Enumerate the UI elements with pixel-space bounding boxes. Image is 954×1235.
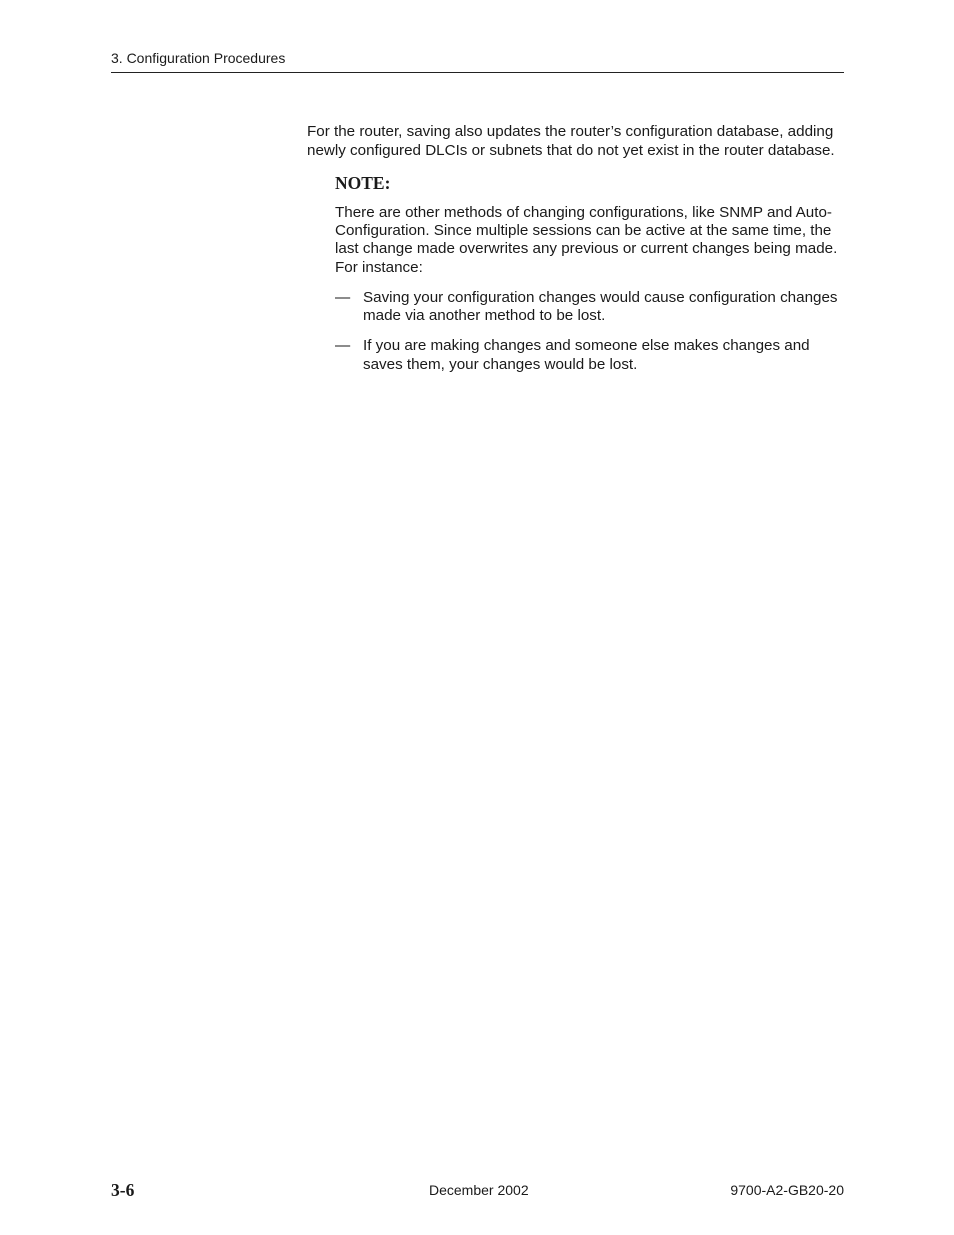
dash-bullet: — bbox=[335, 289, 351, 306]
section-title: 3. Configuration Procedures bbox=[111, 50, 286, 66]
note-paragraph: There are other methods of changing configurations, like SNMP and Auto-Configuration. Since multiple sessions can be active at the same time, the last change made overwrites any previous or current changes being made. For instance: bbox=[335, 204, 838, 276]
footer-date: December 2002 bbox=[429, 1182, 529, 1198]
list-item-text: If you are making changes and someone else makes changes and saves them, your changes would be lost. bbox=[363, 337, 810, 373]
note-heading: NOTE: bbox=[335, 173, 391, 193]
page-header bbox=[111, 50, 844, 73]
body-paragraph: For the router, saving also updates the router’s configuration database, adding newly configured DLCIs or subnets that do not yet exist in the router database. bbox=[307, 123, 835, 159]
list-item-text: Saving your configuration changes would cause configuration changes made via another method to be lost. bbox=[363, 289, 838, 325]
list-item bbox=[335, 289, 845, 325]
note-bullet-list bbox=[335, 289, 845, 386]
footer-document-number: 9700-A2-GB20-20 bbox=[730, 1182, 844, 1198]
dash-bullet: — bbox=[335, 337, 351, 355]
list-item bbox=[335, 337, 845, 373]
footer-page-number: 3-6 bbox=[111, 1180, 135, 1200]
